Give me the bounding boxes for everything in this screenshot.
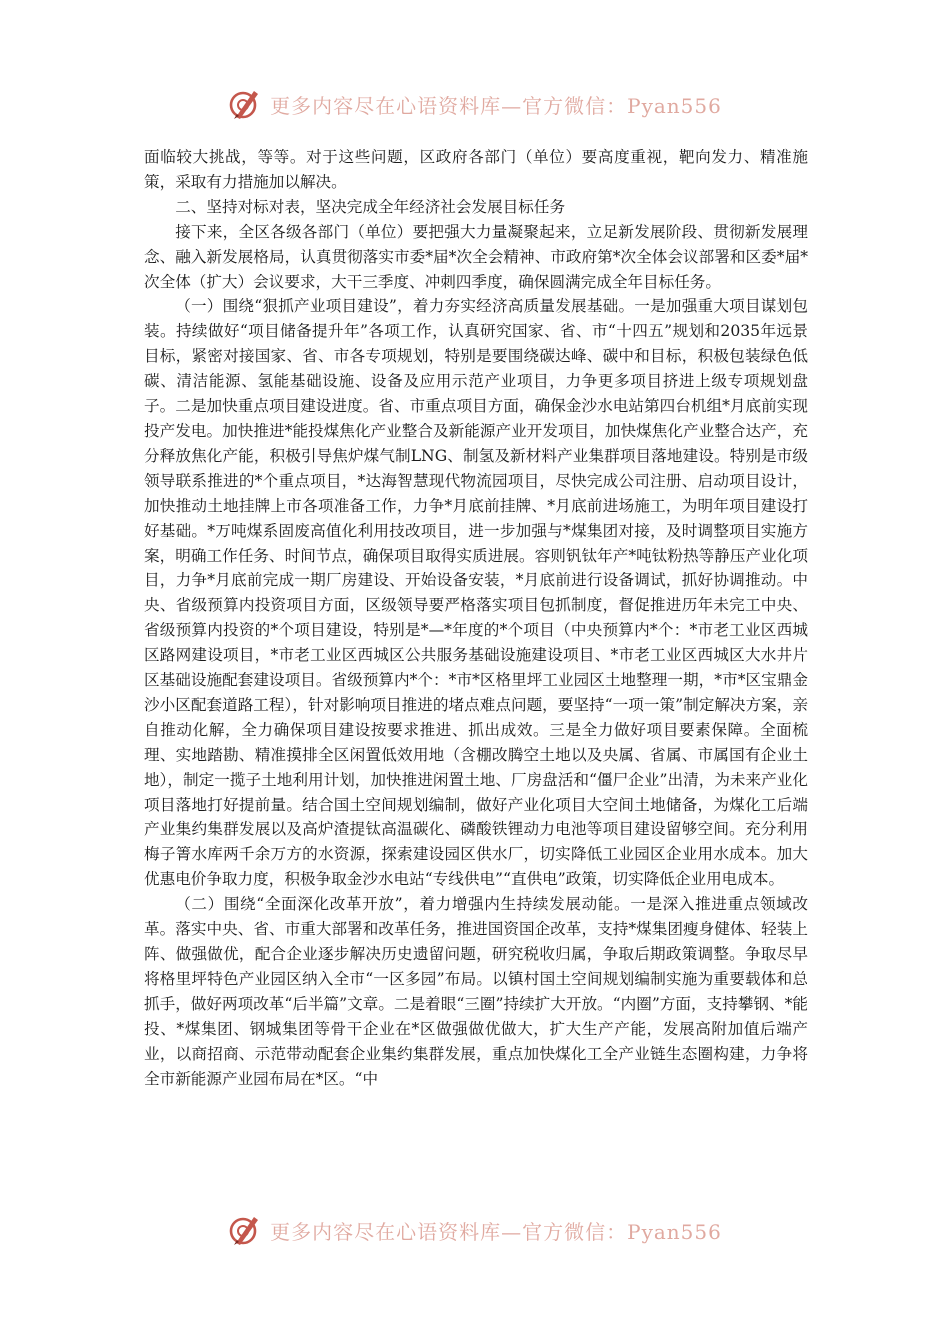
watermark-text: 更多内容尽在心语资料库—官方微信：Pyan556 (270, 93, 722, 118)
paragraph: （一）围绕“狠抓产业项目建设”，着力夯实经济高质量发展基础。一是加强重大项目谋划包装。持续做好“项目储备提升年”各项工作，认真研究国家、省、市“十四五”规划和2035年远景目标，紧密对接国家、省、市各专项规划，特别是要围绕碳达峰、碳中和目标，积极包装绿色低碳、清洁能源、氢能基础设施、设备及应用示范产业项目，力争更多项目挤进上级专项规划盘子。二是加快重点项目建设进度。省、市重点项目方面，确保金沙水电站第四台机组*月底前实现投产发电。加快推进*能投煤焦化产业整合及新能源产业开发项目，加快煤焦化产业整合达产，充分释放焦化产能，积极引导焦炉煤气制LNG、制氢及新材料产业集群项目落地建设。特别是市级领导联系推进的*个重点项目，*达海智慧现代物流园项目，尽快完成公司注册、启动项目设计，加快推动土地挂牌上市各项准备工作，力争*月底前挂牌、*月底前进场施工，为明年项目建设打好基础。*万吨煤系固废高值化利用技改项目，进一步加强与*煤集团对接，及时调整项目实施方案，明确工作任务、时间节点，确保项目取得实质进展。容则钒钛年产*吨钛粉热等静压产业化项目，力争*月底前完成一期厂房建设、开始设备安装，*月底前进行设备调试，抓好协调推动。中央、省级预算内投资项目方面，区级领导要严格落实项目包抓制度，督促推进历年未完工中央、省级预算内投资的*个项目建设，特别是*—*年度的*个项目（中央预算内*个：*市老工业区西城区路网建设项目，*市老工业区西城区公共服务基础设施建设项目、*市老工业区西城区大水井片区基础设施配套建设项目。省级预算内*个：*市*区格里坪工业园区土地整理一期，*市*区宝鼎金沙小区配套道路工程），针对影响项目推进的堵点难点问题，要坚持“一项一策”制定解决方案，亲自推动化解，全力确保项目建设按要求推进、抓出成效。三是全力做好项目要素保障。全面梳理、实地踏勘、精准摸排全区闲置低效用地（含棚改腾空土地以及央属、省属、市属国有企业土地），制定一揽子土地利用计划，加快推进闲置土地、厂房盘活和“僵尸企业”出清，为未来产业化项目落地打好提前量。结合国土空间规划编制，做好产业化项目大空间土地储备，为煤化工后端产业集约集群发展以及高炉渣提钛高温碳化、磷酸铁锂动力电池等项目建设留够空间。充分利用梅子箐水库两千余万方的水资源，探索建设园区供水厂，切实降低工业园区企业用水成本。加大优惠电价争取力度，积极争取金沙水电站“专线供电”“直供电”政策，切实降低企业用电成本。 (144, 297, 808, 889)
paragraph: 接下来，全区各级各部门（单位）要把强大力量凝聚起来，立足新发展阶段、贯彻新发展理念、融入新发展格局，认真贯彻落实市委*届*次全会精神、市政府第*次全体会议部署和区委*届*次全体（扩大）会议要求，大干三季度、冲刺四季度，确保圆满完成全年目标任务。 (144, 222, 808, 291)
pen-logo-icon (228, 87, 262, 121)
section-heading: 二、坚持对标对表，坚决完成全年经济社会发展目标任务 (175, 197, 566, 216)
pen-logo-icon (228, 1213, 262, 1247)
watermark-text: 更多内容尽在心语资料库—官方微信：Pyan556 (270, 1219, 722, 1244)
paragraph: 面临较大挑战，等等。对于这些问题，区政府各部门（单位）要高度重视，靶向发力、精准施策，采取有力措施加以解决。 (144, 148, 808, 191)
watermark-footer (0, 1210, 950, 1250)
watermark-header (0, 84, 950, 124)
document-body (144, 145, 808, 1091)
paragraph: （二）围绕“全面深化改革开放”，着力增强内生持续发展动能。一是深入推进重点领域改革。落实中央、省、市重大部署和改革任务，推进国资国企改革，支持*煤集团瘦身健体、轻装上阵、做强做优，配合企业逐步解决历史遗留问题，研究税收归属，争取后期政策调整。争取尽早将格里坪特色产业园区纳入全市“一区多园”布局。以镇村国土空间规划编制实施为重要载体和总抓手，做好两项改革“后半篇”文章。二是着眼“三圈”持续扩大开放。“内圈”方面，支持攀钢、*能投、*煤集团、钢城集团等骨干企业在*区做强做优做大，扩大生产产能，发展高附加值后端产业，以商招商、示范带动配套企业集约集群发展，重点加快煤化工全产业链生态圈构建，力争将全市新能源产业园布局在*区。“中 (144, 895, 808, 1088)
